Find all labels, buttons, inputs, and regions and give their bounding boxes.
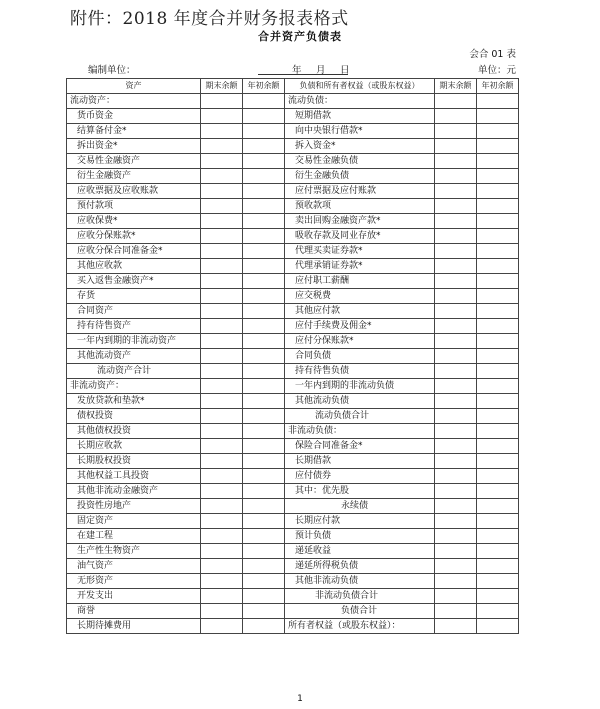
table-row [67, 514, 519, 529]
column-header-closing-balance: 期末余额 [201, 79, 243, 94]
liability-closing-balance-cell [435, 544, 477, 559]
asset-item: 一年内到期的非流动资产 [67, 334, 201, 349]
table-row [67, 184, 519, 199]
date-field [258, 62, 348, 75]
liability-closing-balance-cell [435, 454, 477, 469]
asset-item: 非流动资产： [67, 379, 201, 394]
liability-opening-balance-cell [477, 499, 519, 514]
asset-opening-balance-cell [243, 229, 285, 244]
liability-opening-balance-cell [477, 274, 519, 289]
table-row [67, 109, 519, 124]
asset-opening-balance-cell [243, 199, 285, 214]
asset-item: 拆出资金* [67, 139, 201, 154]
table-row [67, 499, 519, 514]
liability-closing-balance-cell [435, 364, 477, 379]
asset-closing-balance-cell [201, 274, 243, 289]
table-row [67, 319, 519, 334]
liability-closing-balance-cell [435, 199, 477, 214]
table-row [67, 484, 519, 499]
liability-closing-balance-cell [435, 619, 477, 634]
liability-equity-item: 递延所得税负债 [285, 559, 435, 574]
asset-opening-balance-cell [243, 214, 285, 229]
liability-equity-item: 永续债 [285, 499, 435, 514]
table-row [67, 394, 519, 409]
asset-item: 交易性金融资产 [67, 154, 201, 169]
asset-item: 应收分保账款* [67, 229, 201, 244]
asset-closing-balance-cell [201, 289, 243, 304]
asset-closing-balance-cell [201, 304, 243, 319]
liability-closing-balance-cell [435, 529, 477, 544]
asset-opening-balance-cell [243, 109, 285, 124]
table-row [67, 619, 519, 634]
liability-equity-item: 长期应付款 [285, 514, 435, 529]
form-code: 会合 01 表 [469, 49, 516, 60]
liability-closing-balance-cell [435, 169, 477, 184]
liability-opening-balance-cell [477, 454, 519, 469]
liability-opening-balance-cell [477, 484, 519, 499]
asset-closing-balance-cell [201, 409, 243, 424]
asset-item: 长期股权投资 [67, 454, 201, 469]
liability-equity-item: 其中：优先股 [285, 484, 435, 499]
asset-opening-balance-cell [243, 169, 285, 184]
asset-opening-balance-cell [243, 589, 285, 604]
table-row [67, 94, 519, 109]
asset-item: 结算备付金* [67, 124, 201, 139]
asset-opening-balance-cell [243, 154, 285, 169]
asset-closing-balance-cell [201, 514, 243, 529]
liability-equity-item: 吸收存款及同业存放* [285, 229, 435, 244]
liability-opening-balance-cell [477, 574, 519, 589]
asset-opening-balance-cell [243, 394, 285, 409]
liability-opening-balance-cell [477, 514, 519, 529]
asset-opening-balance-cell [243, 469, 285, 484]
liability-equity-item: 应付分保账款* [285, 334, 435, 349]
liability-closing-balance-cell [435, 154, 477, 169]
table-row [67, 574, 519, 589]
liability-opening-balance-cell [477, 439, 519, 454]
asset-opening-balance-cell [243, 289, 285, 304]
asset-opening-balance-cell [243, 244, 285, 259]
liability-equity-item: 持有待售负债 [285, 364, 435, 379]
liability-equity-item: 应付票据及应付账款 [285, 184, 435, 199]
table-row [67, 169, 519, 184]
liability-opening-balance-cell [477, 604, 519, 619]
table-row [67, 334, 519, 349]
asset-item: 预付款项 [67, 199, 201, 214]
asset-closing-balance-cell [201, 529, 243, 544]
asset-item: 发放贷款和垫款* [67, 394, 201, 409]
asset-closing-balance-cell [201, 439, 243, 454]
liability-equity-item: 代理买卖证券款* [285, 244, 435, 259]
liability-opening-balance-cell [477, 319, 519, 334]
asset-opening-balance-cell [243, 409, 285, 424]
asset-closing-balance-cell [201, 604, 243, 619]
asset-item: 流动资产合计 [67, 364, 201, 379]
asset-item: 衍生金融资产 [67, 169, 201, 184]
asset-item: 在建工程 [67, 529, 201, 544]
asset-item: 货币资金 [67, 109, 201, 124]
liability-equity-item: 负债合计 [285, 604, 435, 619]
asset-opening-balance-cell [243, 514, 285, 529]
header-row [67, 79, 519, 94]
liability-opening-balance-cell [477, 334, 519, 349]
liability-opening-balance-cell [477, 469, 519, 484]
liability-equity-item: 短期借款 [285, 109, 435, 124]
liability-opening-balance-cell [477, 94, 519, 109]
liability-closing-balance-cell [435, 124, 477, 139]
asset-closing-balance-cell [201, 469, 243, 484]
asset-opening-balance-cell [243, 439, 285, 454]
asset-item: 流动资产： [67, 94, 201, 109]
liability-equity-item: 递延收益 [285, 544, 435, 559]
liability-opening-balance-cell [477, 109, 519, 124]
day-label: 日 [340, 65, 350, 76]
asset-opening-balance-cell [243, 499, 285, 514]
statement-title: 合并资产负债表 [258, 30, 342, 43]
liability-closing-balance-cell [435, 424, 477, 439]
liability-opening-balance-cell [477, 244, 519, 259]
asset-item: 债权投资 [67, 409, 201, 424]
asset-item: 长期待摊费用 [67, 619, 201, 634]
liability-equity-item: 向中央银行借款* [285, 124, 435, 139]
liability-closing-balance-cell [435, 184, 477, 199]
liability-closing-balance-cell [435, 109, 477, 124]
reporting-unit-label: 编制单位： [88, 65, 136, 76]
liability-opening-balance-cell [477, 229, 519, 244]
liability-closing-balance-cell [435, 244, 477, 259]
liability-equity-item: 流动负债合计 [285, 409, 435, 424]
liability-closing-balance-cell [435, 409, 477, 424]
table-row [67, 424, 519, 439]
liability-closing-balance-cell [435, 574, 477, 589]
year-label: 年 [292, 65, 302, 76]
asset-opening-balance-cell [243, 349, 285, 364]
asset-closing-balance-cell [201, 259, 243, 274]
table-row [67, 544, 519, 559]
asset-item: 应收分保合同准备金* [67, 244, 201, 259]
asset-opening-balance-cell [243, 379, 285, 394]
asset-opening-balance-cell [243, 364, 285, 379]
asset-item: 生产性生物资产 [67, 544, 201, 559]
liability-opening-balance-cell [477, 619, 519, 634]
asset-closing-balance-cell [201, 109, 243, 124]
asset-item: 固定资产 [67, 514, 201, 529]
liability-equity-item: 长期借款 [285, 454, 435, 469]
column-header-liabilities-equity: 负债和所有者权益（或股东权益） [285, 79, 435, 94]
month-label: 月 [316, 65, 326, 76]
asset-opening-balance-cell [243, 259, 285, 274]
liability-equity-item: 所有者权益（或股东权益）： [285, 619, 435, 634]
table-row [67, 214, 519, 229]
asset-closing-balance-cell [201, 139, 243, 154]
balance-sheet-table [66, 78, 519, 634]
asset-item: 投资性房地产 [67, 499, 201, 514]
column-header-opening-balance: 年初余额 [477, 79, 519, 94]
asset-closing-balance-cell [201, 589, 243, 604]
table-row [67, 289, 519, 304]
liability-closing-balance-cell [435, 394, 477, 409]
liability-closing-balance-cell [435, 379, 477, 394]
liability-opening-balance-cell [477, 589, 519, 604]
liability-equity-item: 其他应付款 [285, 304, 435, 319]
asset-opening-balance-cell [243, 319, 285, 334]
liability-opening-balance-cell [477, 154, 519, 169]
asset-item: 其他权益工具投资 [67, 469, 201, 484]
table-row [67, 304, 519, 319]
table-row [67, 349, 519, 364]
liability-opening-balance-cell [477, 409, 519, 424]
table-row [67, 199, 519, 214]
liability-opening-balance-cell [477, 214, 519, 229]
asset-item: 持有待售资产 [67, 319, 201, 334]
liability-closing-balance-cell [435, 319, 477, 334]
liability-closing-balance-cell [435, 604, 477, 619]
liability-equity-item: 其他非流动负债 [285, 574, 435, 589]
asset-item: 油气资产 [67, 559, 201, 574]
asset-closing-balance-cell [201, 319, 243, 334]
asset-closing-balance-cell [201, 349, 243, 364]
asset-opening-balance-cell [243, 454, 285, 469]
liability-equity-item: 预计负债 [285, 529, 435, 544]
currency-unit: 单位：元 [477, 65, 516, 76]
liability-equity-item: 应付债券 [285, 469, 435, 484]
asset-closing-balance-cell [201, 214, 243, 229]
table-row [67, 409, 519, 424]
table-row [67, 559, 519, 574]
table-row [67, 454, 519, 469]
asset-closing-balance-cell [201, 454, 243, 469]
asset-closing-balance-cell [201, 619, 243, 634]
asset-closing-balance-cell [201, 544, 243, 559]
liability-opening-balance-cell [477, 394, 519, 409]
table-row [67, 589, 519, 604]
liability-equity-item: 交易性金融负债 [285, 154, 435, 169]
table-row [67, 124, 519, 139]
liability-closing-balance-cell [435, 559, 477, 574]
asset-item: 其他流动资产 [67, 349, 201, 364]
asset-closing-balance-cell [201, 364, 243, 379]
table-row [67, 139, 519, 154]
liability-equity-item: 一年内到期的非流动负债 [285, 379, 435, 394]
asset-opening-balance-cell [243, 139, 285, 154]
asset-item: 其他债权投资 [67, 424, 201, 439]
asset-item: 应收保费* [67, 214, 201, 229]
asset-closing-balance-cell [201, 199, 243, 214]
table-body [67, 94, 519, 634]
asset-opening-balance-cell [243, 424, 285, 439]
liability-closing-balance-cell [435, 94, 477, 109]
liability-closing-balance-cell [435, 334, 477, 349]
asset-closing-balance-cell [201, 184, 243, 199]
liability-equity-item: 预收款项 [285, 199, 435, 214]
column-header-assets: 资产 [67, 79, 201, 94]
liability-equity-item: 其他流动负债 [285, 394, 435, 409]
column-header-closing-balance: 期末余额 [435, 79, 477, 94]
asset-closing-balance-cell [201, 424, 243, 439]
liability-equity-item: 拆入资金* [285, 139, 435, 154]
table-row [67, 364, 519, 379]
liability-closing-balance-cell [435, 499, 477, 514]
liability-equity-item: 应付手续费及佣金* [285, 319, 435, 334]
asset-item: 其他非流动金融资产 [67, 484, 201, 499]
asset-closing-balance-cell [201, 499, 243, 514]
liability-closing-balance-cell [435, 139, 477, 154]
liability-opening-balance-cell [477, 139, 519, 154]
liability-opening-balance-cell [477, 529, 519, 544]
asset-item: 长期应收款 [67, 439, 201, 454]
liability-equity-item: 合同负债 [285, 349, 435, 364]
asset-item: 存货 [67, 289, 201, 304]
asset-closing-balance-cell [201, 154, 243, 169]
asset-item: 买入返售金融资产* [67, 274, 201, 289]
asset-opening-balance-cell [243, 544, 285, 559]
liability-equity-item: 保险合同准备金* [285, 439, 435, 454]
table-row [67, 229, 519, 244]
liability-opening-balance-cell [477, 304, 519, 319]
asset-item: 其他应收款 [67, 259, 201, 274]
table-row [67, 604, 519, 619]
asset-opening-balance-cell [243, 334, 285, 349]
liability-closing-balance-cell [435, 439, 477, 454]
asset-item: 合同资产 [67, 304, 201, 319]
asset-opening-balance-cell [243, 94, 285, 109]
table-row [67, 154, 519, 169]
asset-closing-balance-cell [201, 559, 243, 574]
asset-item: 应收票据及应收账款 [67, 184, 201, 199]
liability-opening-balance-cell [477, 184, 519, 199]
meta-row [0, 62, 600, 76]
asset-opening-balance-cell [243, 529, 285, 544]
liability-closing-balance-cell [435, 229, 477, 244]
liability-closing-balance-cell [435, 469, 477, 484]
liability-opening-balance-cell [477, 169, 519, 184]
liability-opening-balance-cell [477, 379, 519, 394]
asset-item: 无形资产 [67, 574, 201, 589]
asset-closing-balance-cell [201, 124, 243, 139]
liability-opening-balance-cell [477, 124, 519, 139]
liability-equity-item: 代理承销证券款* [285, 259, 435, 274]
asset-opening-balance-cell [243, 124, 285, 139]
liability-closing-balance-cell [435, 274, 477, 289]
liability-closing-balance-cell [435, 589, 477, 604]
liability-closing-balance-cell [435, 259, 477, 274]
asset-opening-balance-cell [243, 304, 285, 319]
liability-opening-balance-cell [477, 349, 519, 364]
asset-opening-balance-cell [243, 274, 285, 289]
asset-opening-balance-cell [243, 484, 285, 499]
asset-closing-balance-cell [201, 94, 243, 109]
asset-item: 商誉 [67, 604, 201, 619]
liability-closing-balance-cell [435, 484, 477, 499]
asset-opening-balance-cell [243, 184, 285, 199]
liability-closing-balance-cell [435, 514, 477, 529]
table-row [67, 379, 519, 394]
document-heading: 附件：2018 年度合并财务报表格式 [70, 9, 349, 29]
liability-closing-balance-cell [435, 349, 477, 364]
liability-closing-balance-cell [435, 214, 477, 229]
liability-equity-item: 卖出回购金融资产款* [285, 214, 435, 229]
asset-closing-balance-cell [201, 229, 243, 244]
asset-closing-balance-cell [201, 484, 243, 499]
liability-closing-balance-cell [435, 289, 477, 304]
liability-opening-balance-cell [477, 289, 519, 304]
asset-closing-balance-cell [201, 574, 243, 589]
asset-opening-balance-cell [243, 574, 285, 589]
table-row [67, 274, 519, 289]
liability-equity-item: 衍生金融负债 [285, 169, 435, 184]
liability-closing-balance-cell [435, 304, 477, 319]
liability-equity-item: 流动负债： [285, 94, 435, 109]
asset-closing-balance-cell [201, 394, 243, 409]
liability-equity-item: 非流动负债： [285, 424, 435, 439]
asset-closing-balance-cell [201, 244, 243, 259]
asset-closing-balance-cell [201, 334, 243, 349]
liability-equity-item: 非流动负债合计 [285, 589, 435, 604]
table-row [67, 244, 519, 259]
asset-closing-balance-cell [201, 379, 243, 394]
table-row [67, 529, 519, 544]
asset-opening-balance-cell [243, 604, 285, 619]
liability-equity-item: 应交税费 [285, 289, 435, 304]
liability-equity-item: 应付职工薪酬 [285, 274, 435, 289]
liability-opening-balance-cell [477, 424, 519, 439]
table-row [67, 259, 519, 274]
asset-item: 开发支出 [67, 589, 201, 604]
liability-opening-balance-cell [477, 259, 519, 274]
asset-opening-balance-cell [243, 559, 285, 574]
table-row [67, 439, 519, 454]
liability-opening-balance-cell [477, 199, 519, 214]
liability-opening-balance-cell [477, 364, 519, 379]
liability-opening-balance-cell [477, 559, 519, 574]
asset-opening-balance-cell [243, 619, 285, 634]
liability-opening-balance-cell [477, 544, 519, 559]
asset-closing-balance-cell [201, 169, 243, 184]
page-number: 1 [297, 694, 303, 704]
column-header-opening-balance: 年初余额 [243, 79, 285, 94]
table-row [67, 469, 519, 484]
